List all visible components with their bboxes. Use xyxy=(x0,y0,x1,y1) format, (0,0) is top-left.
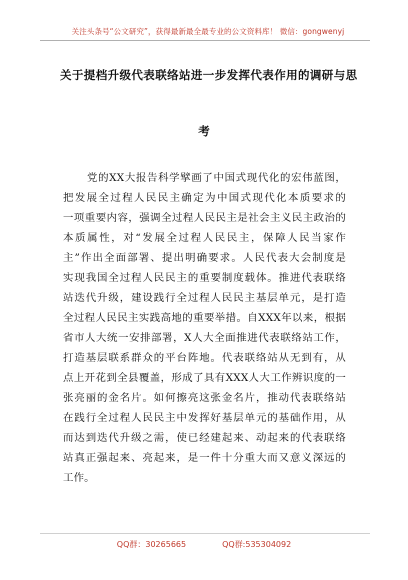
body-line: 一项重要内容，强调全过程人民民主是社会主义民主政治的 xyxy=(63,212,346,224)
body-line: 工作。 xyxy=(63,472,95,484)
body-line: 全过程人民民主实践高地的重要举措。自XXX年以来，根据 xyxy=(63,312,346,324)
body-line: 点上开花到全县覆盖，形成了具有XXX人大工作辨识度的一 xyxy=(63,372,346,384)
body-line: 把发展全过程人民民主确定为中国式现代化本质要求的 xyxy=(63,192,346,204)
body-line: 站迭代升级，建设践行全过程人民民主基层单元，是打造 xyxy=(63,292,346,304)
header-divider xyxy=(40,40,370,41)
body-line: 打造基层联系群众的平台阵地。代表联络站从无到有，从 xyxy=(63,352,346,364)
body-line: 省市人大统一安排部署，X人大全面推进代表联络站工作， xyxy=(63,332,346,344)
footer-qq-group-2: QQ群:535304092 xyxy=(222,540,292,549)
body-line: 在践行全过程人民民主中发挥好基层单元的基础作用，从 xyxy=(63,412,346,424)
footer-qq-group-1: QQ群：30265665 xyxy=(116,540,187,549)
document-title: 关于提档升级代表联络站进一步发挥代表作用的调研与思 xyxy=(60,68,358,82)
body-line: 张亮丽的金名片。如何擦亮这张金名片，推动代表联络站 xyxy=(63,392,346,404)
body-line: 党的XX大报告科学擘画了中国式现代化的宏伟蓝图， xyxy=(87,172,346,184)
body-line: 实现我国全过程人民民主的重要制度载体。推进代表联络 xyxy=(63,272,346,284)
header-banner: 关注头条号“公文研究”，获得最新最全最专业的公文资料库！ 微信：gongwenyj xyxy=(71,27,345,36)
footer-divider xyxy=(40,533,370,534)
body-line: 本质属性，对“发展全过程人民民主，保障人民当家作 xyxy=(63,232,346,244)
body-paragraph xyxy=(63,168,346,488)
body-line: 主”作出全面部署、提出明确要求。人民代表大会制度是 xyxy=(63,252,346,264)
document-title-continuation: 考 xyxy=(198,124,210,138)
body-line: 站真正强起来、亮起来，是一件十分重大而又意义深远的 xyxy=(63,452,346,464)
footer xyxy=(0,539,408,550)
body-line: 而达到迭代升级之需，使已经建起来、动起来的代表联络 xyxy=(63,432,346,444)
